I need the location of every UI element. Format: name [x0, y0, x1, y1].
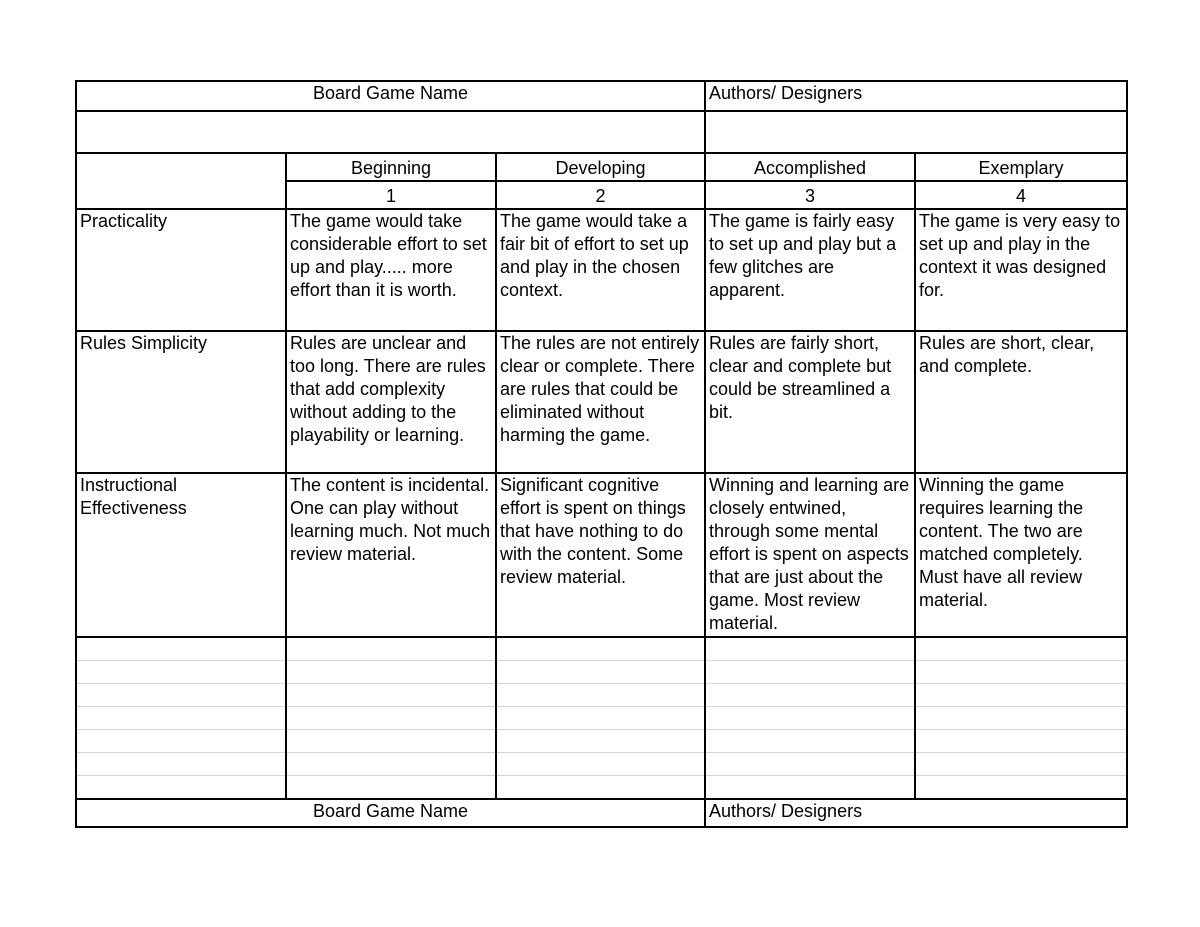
criterion-row-instructional-effectiveness [76, 473, 1127, 637]
empty-grid-row [76, 753, 1127, 776]
criterion-row-rules-simplicity [76, 331, 1127, 473]
empty-grid-row [76, 684, 1127, 707]
level-name-exemplary: Exemplary [915, 153, 1127, 181]
criterion-description: The game would take considerable effort to set up and play..... more effort than it is worth. [286, 209, 496, 331]
empty-grid-row [76, 637, 1127, 661]
empty-grid-row [76, 730, 1127, 753]
level-name-accomplished: Accomplished [705, 153, 915, 181]
criterion-row-practicality [76, 209, 1127, 331]
level-name-developing: Developing [496, 153, 705, 181]
header-row [76, 81, 1127, 111]
level-score-1: 1 [286, 181, 496, 209]
authors-field[interactable] [705, 111, 1127, 153]
empty-grid-row [76, 776, 1127, 800]
criterion-name: Instructional Effectiveness [76, 473, 286, 637]
criterion-description: The game would take a fair bit of effort to set up and play in the chosen context. [496, 209, 705, 331]
corner-cell [76, 153, 286, 209]
criterion-description: Rules are fairly short, clear and complete but could be streamlined a bit. [705, 331, 915, 473]
level-score-3: 3 [705, 181, 915, 209]
criterion-name: Rules Simplicity [76, 331, 286, 473]
criterion-description: Significant cognitive effort is spent on things that have nothing to do with the content. Some review material. [496, 473, 705, 637]
criterion-description: The content is incidental. One can play without learning much. Not much review material. [286, 473, 496, 637]
criterion-description: Rules are short, clear, and complete. [915, 331, 1127, 473]
criterion-description: Winning and learning are closely entwined, through some mental effort is spent on aspects that are just about the game. Most review material. [705, 473, 915, 637]
footer-row [76, 799, 1127, 827]
criterion-description: The rules are not entirely clear or complete. There are rules that could be eliminated without harming the game. [496, 331, 705, 473]
board-game-name-label: Board Game Name [76, 81, 705, 111]
empty-grid-row [76, 707, 1127, 730]
rubric-table [75, 80, 1128, 828]
footer-board-game-name-label: Board Game Name [76, 799, 705, 827]
board-game-name-field[interactable] [76, 111, 705, 153]
criterion-name: Practicality [76, 209, 286, 331]
level-name-beginning: Beginning [286, 153, 496, 181]
authors-label: Authors/ Designers [705, 81, 1127, 111]
empty-grid-row [76, 661, 1127, 684]
level-name-row [76, 153, 1127, 181]
level-score-2: 2 [496, 181, 705, 209]
criterion-description: Rules are unclear and too long. There are rules that add complexity without adding to the playability or learning. [286, 331, 496, 473]
footer-authors-label: Authors/ Designers [705, 799, 1127, 827]
criterion-description: The game is very easy to set up and play in the context it was designed for. [915, 209, 1127, 331]
criterion-description: Winning the game requires learning the content. The two are matched completely. Must have all review material. [915, 473, 1127, 637]
header-input-row [76, 111, 1127, 153]
criterion-description: The game is fairly easy to set up and play but a few glitches are apparent. [705, 209, 915, 331]
level-score-4: 4 [915, 181, 1127, 209]
